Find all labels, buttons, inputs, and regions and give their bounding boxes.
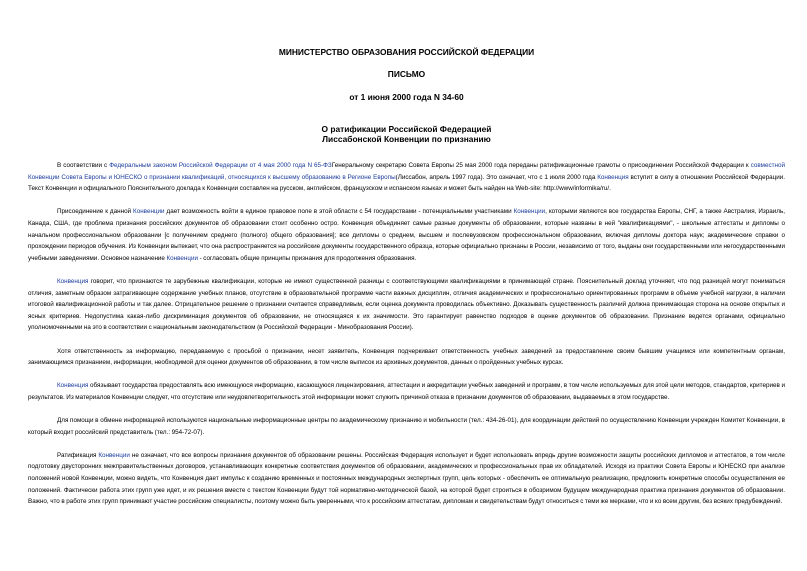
- convention-link[interactable]: Конвенция: [57, 277, 89, 285]
- paragraph-4: [28, 346, 785, 369]
- convention-link[interactable]: Конвенции: [98, 451, 130, 459]
- ministry-heading: МИНИСТЕРСТВО ОБРАЗОВАНИЯ РОССИЙСКОЙ ФЕДЕРАЦИИ: [278, 47, 535, 57]
- convention-link[interactable]: Конвенции: [513, 208, 546, 216]
- document-title: [28, 124, 785, 144]
- document-type: ПИСЬМО: [387, 69, 426, 79]
- text-span: Генеральному секретарю Совета Европы 25 мая 2000 года переданы ратификационные грамоты о присоединении Российской Федерации к: [331, 162, 751, 169]
- document-body: [28, 160, 785, 508]
- paragraph-7: [28, 450, 785, 508]
- convention-link[interactable]: Конвенции: [166, 254, 199, 262]
- text-span: Присоединение к данной: [57, 208, 134, 216]
- convention-link[interactable]: Конвенция: [57, 382, 89, 390]
- text-span: Ратификация: [57, 451, 99, 459]
- text-span: обязывает государства предоставлять всю имеющуюся информацию, касающуюся лицензирования, аттестации и аккредитации учебных заведений и программ, в том числе используемых для этой цели методов, стандартов, критериев и результатов. Из материалов Конвенции следует, что отсутствие или неудовлетворительность этой информации может служить причиной отказа в признании документов об образовании, выдаваемых в этом государстве.: [28, 382, 785, 401]
- paragraph-6: [28, 415, 785, 438]
- text-span: (Лиссабон, апрель 1997 года). Это означает, что с 1 июля 2000 года: [395, 173, 598, 181]
- convention-full-title-link[interactable]: совместной Конвенции Совета Европы и ЮНЕСКО о признании квалификаций, относящихся к высшему образованию в Регионе Европы: [28, 162, 785, 181]
- paragraph-5: [28, 380, 785, 403]
- text-span: вступит в силу в отношении Российской Федерации. Текст Конвенции и официального Пояснительного доклада к Конвенции составлен на русском, английском, французском и испанском языках и может быть найден на Web-site: http://www/informika/ru/.: [28, 173, 785, 193]
- paragraph-1: [28, 160, 785, 195]
- text-span: Хотя ответственность за информацию, передаваемую с просьбой о признании, несет заявитель, Конвенция подчеркивает ответственность учебных заведений за предоставление своим бывшим учащимся или компетентным органам, занимающимся признанием, информации, необходимой для оценки документов об образовании, в том числе выписок из архивных документов, данных о пройденных учебных курсах.: [28, 347, 785, 367]
- federal-law-link[interactable]: Федеральным законом Российской Федерации от 4 мая 2000 года N 65-ФЗ: [109, 162, 332, 169]
- text-span: говорит, что признаются те зарубежные квалификации, которые не имеют существенной разницы с соответствующими квалификациями в принимающей стране. Пояснительный доклад уточняет, что под разницей могут пониматься отличия, заметным образом затрагивающие содержание учебных планов, отсутствие в образовательной программе части важных дисциплин, отличия академических и профессионально ориентированных программ в объеме учебной нагрузки, в наличии итоговой квалификационной работы и так далее. Отрицательное решение о признании считается справедливым, если оценка документа проводилась объективно. Доказывать существенность различий должна принимающая сторона на основе открытых и ясных критериев. Недопустима какая-либо дискриминация документов об образовании, не относящаяся к их значимости. Это гарантирует равенство подходов в оценке документов об образовании. Признание ведется органами, официально уполномоченными на это в соответствии с национальным законодательством (в Российской Федерации - Минобразования России).: [28, 277, 785, 332]
- title-line-2: Лиссабонской Конвенции по признанию: [322, 134, 491, 144]
- convention-link[interactable]: Конвенция: [597, 173, 629, 181]
- document-date-number: от 1 июня 2000 года N 34-60: [349, 92, 464, 102]
- paragraph-3: [28, 276, 785, 334]
- text-span: В соответствии с: [57, 162, 110, 169]
- paragraph-2: [28, 206, 785, 264]
- text-span: не означает, что все вопросы признания документов об образовании решены. Российская Федерация использует и будет использовать впредь другие возможности защиты российских дипломов и аттестатов, в том числе подготовку двусторонних межправительственных договоров, устанавливающих конкретные соответствия документов об образовании, академических и профессиональных прав их обладателей. Исходя из практики Совета Европы и ЮНЕСКО при анализе положений новой Конвенции, можно видеть, что Конвенция дает импульс к созданию временных и постоянных международных экспертных групп, цель которых - обеспечить ее оптимальную реализацию, предложить конкретные способы осуществления ее положений. Фактически работа этих групп уже идет, и их решения вместе с текстом Конвенции будут той нормативно-методической базой, на которой будет строиться в обозримом будущем международная практика признания документов об образовании. Важно, что в работе этих групп принимают участие российские специалисты, поэтому можно быть уверенными, что к российским аттестатам, дипломам и свидетельствам будут относиться с теми же мерками, что и ко всем другим, без всяких предубеждений.: [28, 451, 785, 506]
- text-span: - согласовать общие принципы признания для продолжения образования.: [198, 254, 417, 262]
- text-span: , которыми являются все государства Европы, СНГ, а также Австралия, Израиль, Канада, США, где проблема признания российских документов об образовании стоит особенно остро. Конвенция объединяет самые разные документы об образовании, которые названы в ней "квалификациями", - школьные аттестаты и дипломы о начальном профессиональном образовании [с получением среднего (полного) общего образования]; все дипломы о среднем, высшем и послевузовском профессиональном образовании, включая дипломы доктора наук; академические справки о прохождении периодов обучения. Из Конвенции вытекает, что она распространяется на российские документы государственного образца, которые официально признаны в России, независимо от того, выданы они государственными или негосударственными учебными заведениями. Основное назначение: [28, 208, 785, 262]
- text-span: Для помощи в обмене информацией используются национальные информационные центры по академическому признанию и мобильности (тел.: 434-26-01), для координации действий по осуществлению Конвенции учрежден Комитет Конвенции, в который входит российский представитель (тел.: 954-72-07).: [28, 417, 785, 436]
- convention-link[interactable]: Конвенции: [133, 208, 165, 216]
- title-line-1: О ратификации Российской Федерацией: [321, 124, 492, 134]
- text-span: дает возможность войти в единое правовое поле в этой области с 54 государствами - потенциальными участниками: [164, 208, 514, 216]
